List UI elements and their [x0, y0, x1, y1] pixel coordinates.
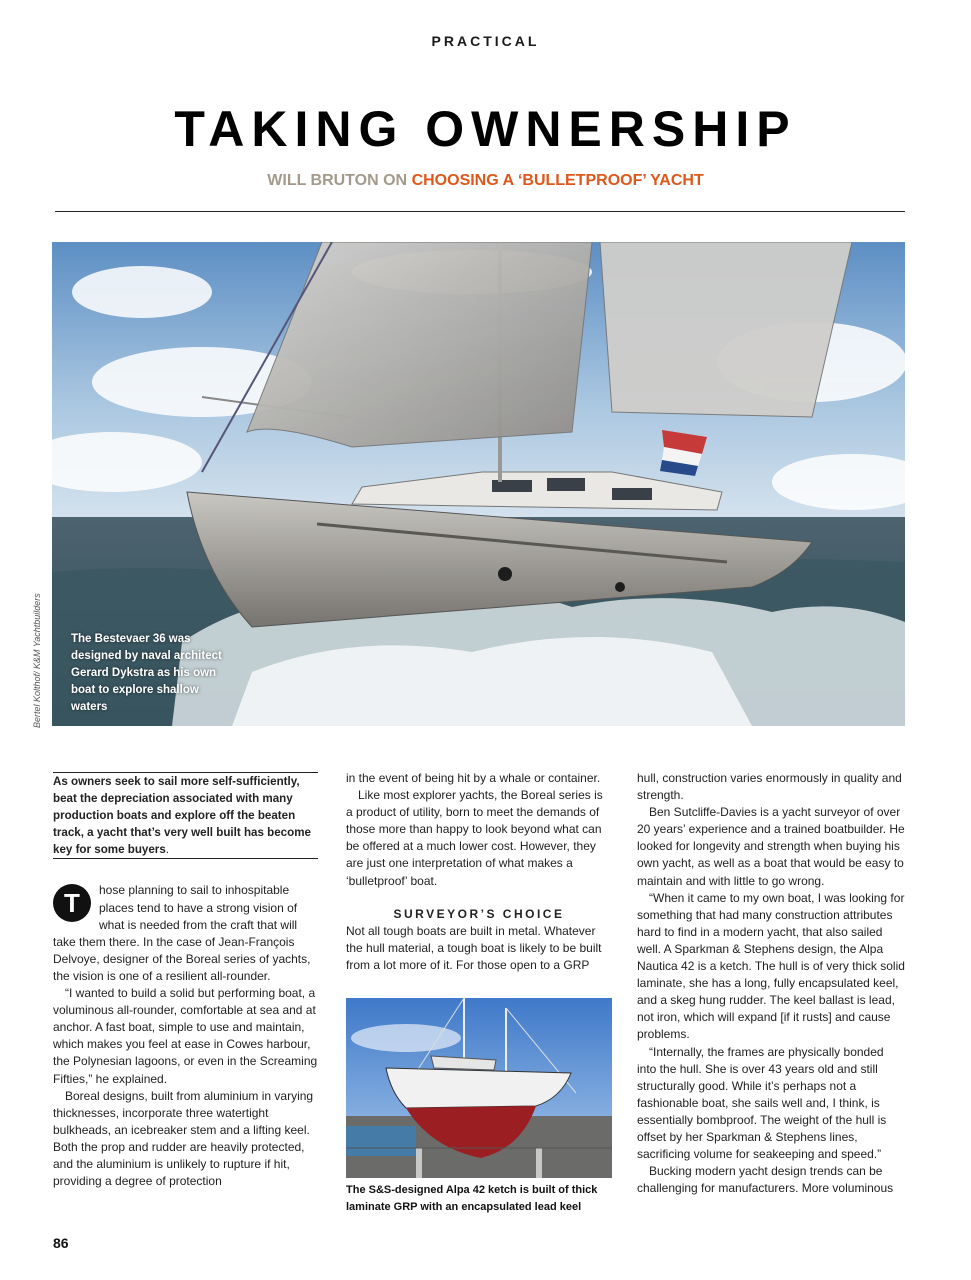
intro-text: As owners seek to sail more self-sufficiently, beat the depreciation associated with many production boats and explore off the beaten track, a yacht that’s very well built has become key for some buyers — [53, 775, 311, 857]
column-1 — [53, 772, 318, 1190]
yacht-ashore-illustration — [346, 998, 612, 1178]
section-label: PRACTICAL — [431, 33, 540, 49]
body-p1: hose planning to sail to inhospitable places tend to have a strong vision of what is needed from the craft that will take them there. In the case of Jean-François Delvoye, designer of the Boreal series of yachts, the vision is one of a resilient all-rounder. — [53, 883, 311, 983]
header-rule — [55, 211, 905, 212]
body-paragraph — [53, 882, 318, 985]
standfirst — [0, 172, 971, 190]
column-3 — [637, 770, 905, 1197]
article-title: TAKING OWNERSHIP — [174, 101, 797, 157]
hero-caption: The Bestevaer 36 was designed by naval architect Gerard Dykstra as his own boat to explore shallow waters — [71, 633, 222, 713]
body-p6: Not all tough boats are built in metal. Whatever the hull material, a tough boat is likely to be built from a lot more of it. For those open to a GRP — [346, 923, 602, 972]
hero-photo — [52, 242, 905, 726]
body-p8: Ben Sutcliffe-Davies is a yacht surveyor of over 20 years’ experience and a trained boatbuilder. He looked for longevity and strength when buying his own yacht, as well as a boat that would be easy to maintain and with little to go wrong. — [637, 805, 905, 888]
body-p4: in the event of being hit by a whale or container. — [346, 771, 601, 785]
intro-end: . — [165, 843, 170, 857]
standfirst-topic: CHOOSING A ‘BULLETPROOF’ YACHT — [411, 172, 704, 189]
photo-credit: Bertel Kolthof/ K&M Yachtbuilders — [32, 593, 42, 728]
body-p7: hull, construction varies enormously in quality and strength. — [637, 771, 902, 803]
body-p11: Bucking modern yacht design trends can be challenging for manufacturers. More voluminous — [637, 1164, 894, 1196]
body-p3: Boreal designs, built from aluminium in varying thicknesses, incorporate three watertight bulkheads, an icebreaker stem and a lifting keel. Both the prop and rudder are heavily protected, and the aluminium is unlikely to rupture if hit, providing a degree of protection — [53, 1088, 314, 1189]
body-p2: “I wanted to build a solid but performing boat, a voluminous all-rounder, comfortable at sea and at anchor. A fast boat, simple to use and maintain, which makes you feel at ease in Cowes harbour, the Polynesian lagoons, or even in the Screaming Fifties,” he explained. — [53, 986, 318, 1086]
secondary-photo — [346, 998, 612, 1178]
body-p10: “Internally, the frames are physically bonded into the hull. She is over 43 years old and still structurally good. While it’s perhaps not a fashionable boat, she sails well and, I think, is essentially bombproof. The weight of the hull is offset by her Sparkman & Stephens lines, sacrificing volume for seakeeping and speed.” — [637, 1044, 887, 1162]
body-p5: Like most explorer yachts, the Boreal series is a product of utility, born to meet the demands of those more than happy to look beyond what can be offered at a much lower cost. However, they are just one interpretation of what makes a ‘bulletproof’ boat. — [346, 788, 603, 888]
intro-paragraph — [53, 773, 318, 858]
dropcap: T — [53, 884, 91, 922]
subhead-surveyors-choice: SURVEYOR’S CHOICE — [393, 906, 565, 921]
page-number: 86 — [53, 1235, 69, 1251]
intro-rule-bottom — [53, 858, 318, 859]
body-p9: “When it came to my own boat, I was looking for something that had many construction attributes hard to find in a modern yacht, that also sailed well. A Sparkman & Stephens design, the Alpa Nautica 42 is a ketch. The hull is of very thick solid laminate, she has a long, fully encapsulated keel, and a skeg hung rudder. The keel ballast is lead, not iron, which will expand [if it rusts] and cause problems. — [637, 890, 905, 1042]
secondary-caption: The S&S-designed Alpa 42 ketch is built of thick laminate GRP with an encapsulated lead keel — [346, 1184, 598, 1213]
standfirst-author: WILL BRUTON ON — [267, 172, 412, 189]
column-2 — [346, 770, 612, 974]
